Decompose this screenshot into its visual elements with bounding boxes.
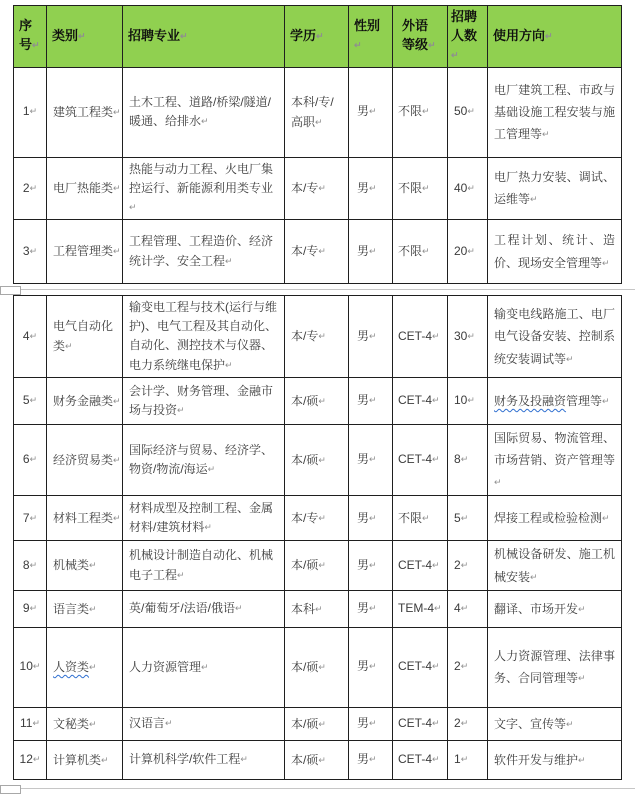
cell-language: CET-4↵: [393, 424, 448, 496]
cell-gender: 男↵: [349, 590, 393, 627]
paragraph-return-mark: ↵: [460, 454, 469, 465]
cell-majors: 土木工程、道路/桥梁/隧道/暖通、给排水↵: [123, 67, 285, 157]
cell-seq: 5↵: [14, 377, 47, 424]
paragraph-return-mark: ↵: [460, 661, 469, 672]
cell-category: 电气自动化类↵: [47, 296, 123, 378]
cell-usage: 人力资源管理、法律事务、合同管理等↵: [488, 627, 622, 707]
paragraph-return-mark: ↵: [177, 569, 185, 580]
cell-majors: 汉语言↵: [123, 707, 285, 740]
cell-language: 不限↵: [393, 157, 448, 220]
paragraph-return-mark: ↵: [422, 512, 430, 523]
cell-count: 40↵: [448, 157, 488, 220]
cell-majors: 人力资源管理↵: [123, 627, 285, 707]
paragraph-return-mark: ↵: [165, 718, 173, 729]
paragraph-return-mark: ↵: [369, 395, 377, 406]
cell-majors: 计算机科学/软件工程↵: [123, 740, 285, 779]
paragraph-return-mark: ↵: [460, 717, 469, 728]
cell-usage: [488, 377, 622, 424]
col-header-education: 学历↵: [285, 6, 349, 68]
paragraph-return-mark: ↵: [460, 512, 469, 523]
cell-count: 8↵: [448, 424, 488, 496]
page-bottom-marker: [0, 783, 635, 793]
paragraph-return-mark: ↵: [32, 753, 41, 764]
paragraph-return-mark: ↵: [460, 753, 469, 764]
cell-gender: 男↵: [349, 296, 393, 378]
col-header-majors: 招聘专业↵: [123, 6, 285, 68]
cell-text: 管理等: [566, 393, 603, 408]
cell-education: 本/硕↵: [285, 740, 349, 779]
paragraph-return-mark: ↵: [432, 753, 440, 764]
cell-education: 本/硕↵: [285, 627, 349, 707]
paragraph-return-mark: ↵: [113, 454, 121, 465]
paragraph-return-mark: ↵: [129, 201, 137, 212]
paragraph-return-mark: ↵: [467, 106, 475, 117]
cell-gender: 男↵: [349, 740, 393, 779]
cell-education: 本/硕↵: [285, 707, 349, 740]
paragraph-return-mark: ↵: [467, 395, 475, 406]
table-row-7: [14, 496, 622, 541]
paragraph-return-mark: ↵: [89, 662, 97, 673]
cell-language: 不限↵: [393, 496, 448, 541]
cell-gender: 男↵: [349, 424, 393, 496]
paragraph-return-mark: ↵: [315, 603, 323, 614]
col-header-gender: 性别↵: [349, 6, 393, 68]
cell-language: CET-4↵: [393, 740, 448, 779]
cell-category: 计算机类↵: [47, 740, 123, 779]
paragraph-return-mark: ↵: [602, 395, 610, 406]
paragraph-return-mark: ↵: [467, 245, 475, 256]
document-page: [13, 5, 621, 793]
paragraph-return-mark: ↵: [354, 40, 362, 51]
cell-category: 财务金融类↵: [47, 377, 123, 424]
paragraph-return-mark: ↵: [29, 559, 38, 570]
page-break-marker: [0, 284, 635, 295]
paragraph-return-mark: ↵: [318, 183, 326, 194]
col-header-seq: 序号↵: [14, 6, 47, 68]
paragraph-return-mark: ↵: [318, 513, 326, 524]
paragraph-return-mark: ↵: [467, 182, 475, 193]
cell-gender: 男↵: [349, 377, 393, 424]
cell-language: 不限↵: [393, 220, 448, 284]
recruitment-table-part2: [13, 295, 622, 780]
paragraph-return-mark: ↵: [101, 754, 109, 765]
paragraph-return-mark: ↵: [578, 754, 586, 765]
paragraph-return-mark: ↵: [315, 117, 323, 128]
paragraph-return-mark: ↵: [369, 454, 377, 465]
table-row-5: [14, 377, 622, 424]
paragraph-return-mark: ↵: [369, 559, 377, 570]
table-row-10: [14, 627, 622, 707]
table-row-2: [14, 157, 622, 220]
cell-count: 5↵: [448, 496, 488, 541]
cell-language: CET-4↵: [393, 296, 448, 378]
paragraph-return-mark: ↵: [78, 30, 86, 41]
paragraph-return-mark: ↵: [494, 477, 502, 488]
cell-count: 2↵: [448, 627, 488, 707]
cell-education: 本/专↵: [285, 220, 349, 284]
cell-category: 建筑工程类↵: [47, 67, 123, 157]
paragraph-return-mark: ↵: [316, 30, 324, 41]
cell-usage: 电厂热力安装、调试、运维等↵: [488, 157, 622, 220]
paragraph-return-mark: ↵: [32, 717, 40, 728]
paragraph-return-mark: ↵: [566, 718, 574, 729]
paragraph-return-mark: ↵: [318, 662, 326, 673]
cell-count: 2↵: [448, 707, 488, 740]
paragraph-return-mark: ↵: [180, 30, 188, 41]
cell-majors: 工程管理、工程造价、经济统计学、安全工程↵: [123, 220, 285, 284]
cell-usage: 国际贸易、物流管理、市场营销、资产管理等↵: [488, 424, 622, 496]
paragraph-return-mark: ↵: [578, 603, 586, 614]
paragraph-return-mark: ↵: [432, 717, 440, 728]
cell-seq: 9↵: [14, 590, 47, 627]
paragraph-return-mark: ↵: [29, 395, 38, 406]
cell-gender: 男↵: [349, 627, 393, 707]
paragraph-return-mark: ↵: [207, 464, 216, 475]
table-row-12: [14, 740, 622, 779]
table-row-4: [14, 296, 622, 378]
paragraph-return-mark: ↵: [29, 182, 38, 193]
cell-count: 2↵: [448, 541, 488, 590]
paragraph-return-mark: ↵: [32, 661, 41, 672]
cell-education: 本/硕↵: [285, 541, 349, 590]
cell-majors: 国际经济与贸易、经济学、物资/物流/海运↵: [123, 424, 285, 496]
paragraph-return-mark: ↵: [566, 353, 574, 364]
paragraph-return-mark: ↵: [369, 512, 377, 523]
header-row: [14, 6, 622, 68]
cell-usage: 文字、宣传等↵: [488, 707, 622, 740]
paragraph-return-mark: ↵: [225, 359, 233, 370]
paragraph-return-mark: ↵: [29, 330, 38, 341]
cell-count: 1↵: [448, 740, 488, 779]
paragraph-return-mark: ↵: [422, 106, 430, 117]
paragraph-return-mark: ↵: [578, 673, 586, 684]
cell-gender: 男↵: [349, 496, 393, 541]
paragraph-return-mark: ↵: [602, 257, 610, 268]
cell-usage: 翻译、市场开发↵: [488, 590, 622, 627]
cell-gender: 男↵: [349, 220, 393, 284]
recruitment-table-part1: [13, 5, 622, 284]
paragraph-return-mark: ↵: [428, 40, 436, 51]
cell-language: CET-4↵: [393, 707, 448, 740]
cell-seq: 7↵: [14, 496, 47, 541]
paragraph-return-mark: ↵: [542, 129, 550, 140]
paragraph-return-mark: ↵: [530, 194, 538, 205]
cell-count: 50↵: [448, 67, 488, 157]
paragraph-return-mark: ↵: [177, 404, 185, 415]
cell-majors: 机械设计制造自动化、机械电子工程↵: [123, 541, 285, 590]
cell-gender: 男↵: [349, 157, 393, 220]
cell-language: 不限↵: [393, 67, 448, 157]
paragraph-return-mark: ↵: [369, 330, 377, 341]
paragraph-return-mark: ↵: [369, 602, 377, 613]
cell-usage: 工程计划、统计、造价、现场安全管理等↵: [488, 220, 622, 284]
cell-majors: 英/葡萄牙/法语/俄语↵: [123, 590, 285, 627]
paragraph-return-mark: ↵: [113, 513, 121, 524]
cell-language: CET-4↵: [393, 541, 448, 590]
paragraph-return-mark: ↵: [113, 395, 121, 406]
paragraph-return-mark: ↵: [432, 661, 440, 672]
paragraph-return-mark: ↵: [432, 454, 440, 465]
cell-category: [47, 627, 123, 707]
paragraph-return-mark: ↵: [113, 183, 121, 194]
cell-usage: 机械设备研发、施工机械安装↵: [488, 541, 622, 590]
table-row-3: [14, 220, 622, 284]
cell-category: 机械类↵: [47, 541, 123, 590]
cell-count: 30↵: [448, 296, 488, 378]
page-bottom-line: [0, 788, 635, 789]
page-break-left-tab: [0, 286, 21, 295]
cell-count: 10↵: [448, 377, 488, 424]
paragraph-return-mark: ↵: [240, 754, 248, 765]
cell-majors: 输变电工程与技术(运行与维护)、电气工程及其自动化、自动化、测控技术与仪器、电力系统继电保护↵: [123, 296, 285, 378]
paragraph-return-mark: ↵: [460, 602, 469, 613]
paragraph-return-mark: ↵: [89, 603, 97, 614]
cell-seq: 8↵: [14, 541, 47, 590]
col-header-category: 类别↵: [47, 6, 123, 68]
cell-count: 20↵: [448, 220, 488, 284]
cell-category: 工程管理类↵: [47, 220, 123, 284]
cell-usage: 焊接工程或检验检测↵: [488, 496, 622, 541]
paragraph-return-mark: ↵: [545, 30, 553, 41]
col-header-language: 外语等级↵: [393, 6, 448, 68]
cell-education: 本/专↵: [285, 296, 349, 378]
cell-seq: 10↵: [14, 627, 47, 707]
page-break-line: [0, 289, 635, 290]
paragraph-return-mark: ↵: [369, 182, 377, 193]
paragraph-return-mark: ↵: [113, 246, 121, 257]
table-row-11: [14, 707, 622, 740]
cell-count: 4↵: [448, 590, 488, 627]
cell-category: 电厂热能类↵: [47, 157, 123, 220]
table-row-6: [14, 424, 622, 496]
paragraph-return-mark: ↵: [201, 661, 209, 672]
cell-usage: 输变电线路施工、电厂电气设备安装、控制系统安装调试等↵: [488, 296, 622, 378]
paragraph-return-mark: ↵: [432, 330, 440, 341]
paragraph-return-mark: ↵: [467, 330, 475, 341]
paragraph-return-mark: ↵: [369, 753, 377, 764]
cell-seq: 4↵: [14, 296, 47, 378]
cell-category: 材料工程类↵: [47, 496, 123, 541]
paragraph-return-mark: ↵: [29, 454, 38, 465]
paragraph-return-mark: ↵: [369, 245, 377, 256]
cell-language: CET-4↵: [393, 627, 448, 707]
cell-education: 本科↵: [285, 590, 349, 627]
paragraph-return-mark: ↵: [32, 40, 40, 51]
cell-gender: 男↵: [349, 541, 393, 590]
paragraph-return-mark: ↵: [318, 718, 326, 729]
misspelled-text: 财务及投融资: [494, 393, 567, 408]
paragraph-return-mark: ↵: [369, 106, 377, 117]
paragraph-return-mark: ↵: [318, 454, 326, 465]
paragraph-return-mark: ↵: [318, 246, 326, 257]
paragraph-return-mark: ↵: [460, 559, 469, 570]
paragraph-return-mark: ↵: [235, 603, 243, 614]
page-bottom-left-tab: [0, 785, 21, 794]
paragraph-return-mark: ↵: [318, 331, 326, 342]
cell-education: 本/专↵: [285, 496, 349, 541]
paragraph-return-mark: ↵: [29, 602, 38, 613]
cell-seq: 11↵: [14, 707, 47, 740]
misspelled-text: 人资类: [53, 660, 90, 675]
cell-seq: 12↵: [14, 740, 47, 779]
paragraph-return-mark: ↵: [432, 559, 440, 570]
paragraph-return-mark: ↵: [89, 718, 97, 729]
paragraph-return-mark: ↵: [204, 522, 212, 533]
paragraph-return-mark: ↵: [225, 255, 233, 266]
paragraph-return-mark: ↵: [530, 571, 538, 582]
cell-category: 文秘类↵: [47, 707, 123, 740]
paragraph-return-mark: ↵: [65, 341, 73, 352]
paragraph-return-mark: ↵: [29, 512, 38, 523]
table-row-9: [14, 590, 622, 627]
cell-language: CET-4↵: [393, 377, 448, 424]
paragraph-return-mark: ↵: [422, 245, 430, 256]
cell-usage: 软件开发与维护↵: [488, 740, 622, 779]
cell-gender: 男↵: [349, 67, 393, 157]
cell-seq: 3↵: [14, 220, 47, 284]
paragraph-return-mark: ↵: [451, 49, 459, 60]
cell-seq: 1↵: [14, 67, 47, 157]
cell-majors: 热能与动力工程、火电厂集控运行、新能源利用类专业↵: [123, 157, 285, 220]
cell-education: 本/专↵: [285, 157, 349, 220]
cell-education: 本/硕↵: [285, 424, 349, 496]
paragraph-return-mark: ↵: [201, 116, 209, 127]
paragraph-return-mark: ↵: [602, 513, 610, 524]
cell-seq: 6↵: [14, 424, 47, 496]
cell-category: 经济贸易类↵: [47, 424, 123, 496]
cell-education: 本/硕↵: [285, 377, 349, 424]
paragraph-return-mark: ↵: [369, 661, 377, 672]
cell-language: TEM-4↵: [393, 590, 448, 627]
paragraph-return-mark: ↵: [89, 560, 97, 571]
paragraph-return-mark: ↵: [318, 560, 326, 571]
cell-seq: 2↵: [14, 157, 47, 220]
paragraph-return-mark: ↵: [113, 106, 121, 117]
cell-majors: 材料成型及控制工程、金属材料/建筑材料↵: [123, 496, 285, 541]
paragraph-return-mark: ↵: [318, 754, 326, 765]
paragraph-return-mark: ↵: [29, 245, 38, 256]
table-row-8: [14, 541, 622, 590]
cell-education: 本科/专/高职↵: [285, 67, 349, 157]
table-row-1: [14, 67, 622, 157]
cell-category: 语言类↵: [47, 590, 123, 627]
paragraph-return-mark: ↵: [318, 395, 326, 406]
col-header-count: 招聘人数↵: [448, 6, 488, 68]
cell-majors: 会计学、财务管理、金融市场与投资↵: [123, 377, 285, 424]
paragraph-return-mark: ↵: [369, 717, 377, 728]
paragraph-return-mark: ↵: [434, 602, 442, 613]
cell-usage: 电厂建筑工程、市政与基础设施工程安装与施工管理等↵: [488, 67, 622, 157]
col-header-usage: 使用方向↵: [488, 6, 622, 68]
paragraph-return-mark: ↵: [432, 395, 440, 406]
paragraph-return-mark: ↵: [29, 106, 38, 117]
cell-gender: 男↵: [349, 707, 393, 740]
paragraph-return-mark: ↵: [422, 182, 430, 193]
